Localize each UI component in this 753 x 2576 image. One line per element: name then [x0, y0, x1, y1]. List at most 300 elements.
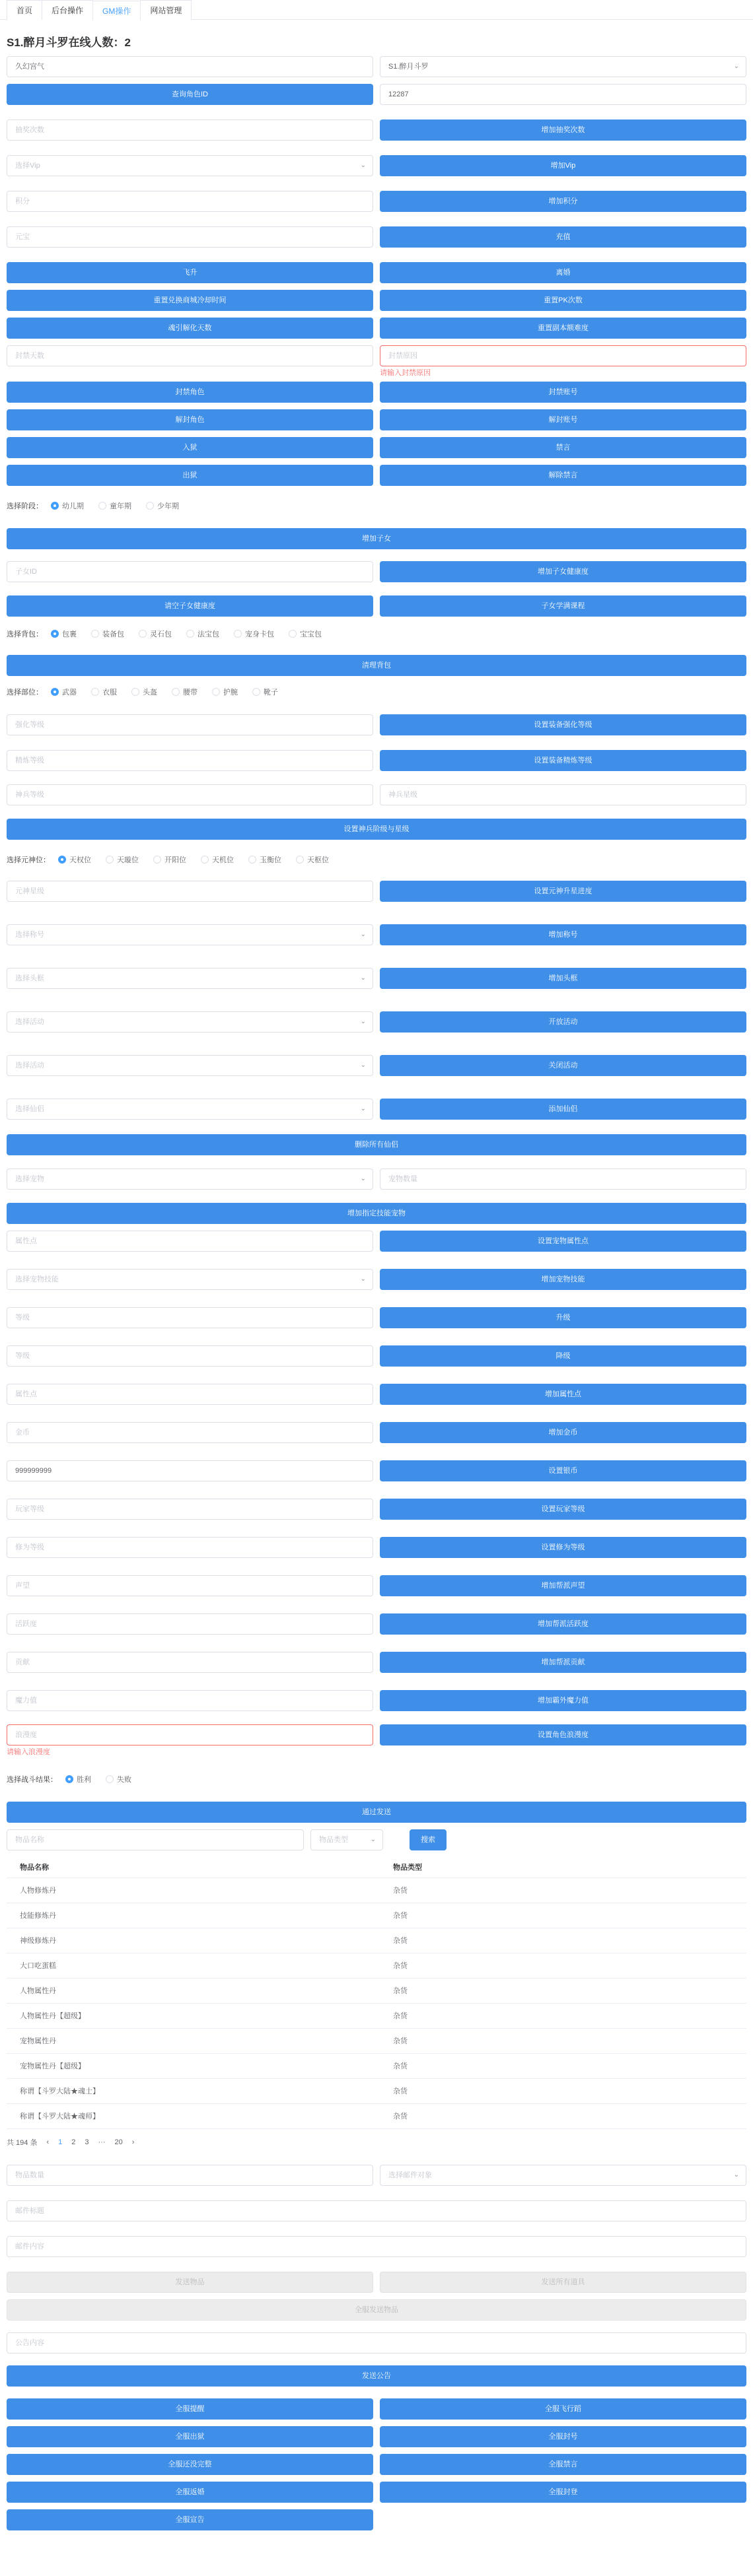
tab-backend[interactable]: 后台操作 [42, 0, 93, 20]
points-input[interactable]: 积分 [7, 191, 373, 212]
radio-option[interactable] [234, 628, 274, 639]
mail-content-input[interactable]: 邮件内容 [7, 2236, 746, 2257]
item-name-cell: 称谓【斗罗大陆★魂士】 [7, 2078, 380, 2103]
radio-label: 宠身卡包 [245, 630, 274, 638]
chevron-down-icon: ⌄ [360, 162, 366, 169]
pet-select[interactable] [7, 1169, 373, 1190]
form-row [7, 465, 746, 486]
radio-label: 衣服 [102, 689, 117, 696]
pet-field[interactable]: 999999999 [7, 1460, 373, 1481]
chevron-down-icon: ⌄ [360, 1062, 366, 1069]
table-row[interactable] [7, 1953, 746, 1978]
romance-error: 请输入浪漫度 [7, 1748, 50, 1756]
server-send-items-button[interactable]: 全服发送物品 [7, 2299, 746, 2321]
soul-field-value: 选择活动 [15, 1018, 44, 1026]
pager-prev[interactable]: ‹ [46, 2138, 50, 2146]
radio-dot-icon [51, 502, 59, 510]
field-col [7, 1099, 373, 1120]
item-type-select[interactable] [310, 1829, 383, 1850]
soul-field[interactable]: 元神星级 [7, 881, 373, 902]
button-col [380, 2454, 746, 2475]
pet-action-button[interactable]: 设置宠物属性点 [380, 1231, 746, 1252]
pet-action-button[interactable]: 设置银币 [380, 1460, 746, 1481]
radio-option[interactable] [98, 500, 131, 511]
add-pet-header[interactable]: 增加指定技能宠物 [7, 1203, 746, 1224]
recharge-button[interactable]: 充值 [380, 226, 746, 248]
item-name-cell: 称谓【斗罗大陆★魂师】 [7, 2103, 380, 2128]
button-col [380, 1652, 746, 1673]
grid1-btn[interactable]: 重置副本额难度 [380, 318, 746, 339]
send-notice-button[interactable]: 发送公告 [7, 2365, 746, 2387]
button-col [380, 750, 746, 771]
server-action-button[interactable]: 全服提醒 [7, 2398, 373, 2420]
pagination [7, 2133, 746, 2152]
pet-action-button[interactable]: 增加霸外魔力值 [380, 1690, 746, 1711]
clear-bag-button[interactable]: 清理背包 [7, 655, 746, 676]
tab-gm[interactable]: GM操作 [92, 1, 141, 20]
table-header: 物品名称 [7, 1857, 380, 1878]
radio-option[interactable] [289, 628, 322, 639]
weapon-level-input[interactable]: 神兵等级 [7, 784, 373, 805]
soul-action-button[interactable]: 增加称号 [380, 924, 746, 945]
button-col [380, 924, 746, 945]
item-type-cell: 杂货 [380, 1928, 746, 1953]
pet-field[interactable]: 金币 [7, 1422, 373, 1443]
form-row [7, 1575, 746, 1596]
radio-dot-icon [106, 1775, 114, 1783]
form-row [7, 1011, 746, 1033]
radio-label: 天枢位 [307, 856, 329, 864]
pet-field[interactable]: 属性点 [7, 1384, 373, 1405]
mail-target-value: 选择邮件对象 [388, 2171, 432, 2179]
radio-option[interactable] [172, 687, 197, 697]
radio-option[interactable] [186, 628, 219, 639]
table-row[interactable] [7, 2053, 746, 2078]
button-col [380, 881, 746, 902]
field-col [7, 1575, 373, 1596]
pet-field[interactable]: 玩家等级 [7, 1499, 373, 1520]
form-row [7, 1345, 746, 1367]
chevron-down-icon: ⌄ [360, 1018, 366, 1025]
field-col [7, 155, 373, 176]
server-action-button[interactable]: 全服禁言 [380, 2454, 746, 2475]
field-col [7, 191, 373, 212]
send-item-button[interactable]: 发送物品 [7, 2272, 373, 2293]
soul-action-button[interactable]: 增加头框 [380, 968, 746, 989]
query-role-button[interactable]: 查询角色ID [7, 84, 373, 105]
form-row [7, 1099, 746, 1120]
table-row[interactable] [7, 1978, 746, 2003]
form-row [7, 750, 746, 771]
radio-dot-icon [91, 688, 99, 696]
button-col [380, 382, 746, 403]
soul-action-button[interactable]: 设置元神升星进度 [380, 881, 746, 902]
item-name-cell: 技能修炼丹 [7, 1903, 380, 1928]
button-col [7, 2426, 373, 2447]
grid1-btn[interactable]: 离婚 [380, 262, 746, 283]
form-row [7, 1460, 746, 1481]
table-row[interactable] [7, 2028, 746, 2053]
form-row [7, 409, 746, 430]
radio-dot-icon [51, 688, 59, 696]
server-select[interactable] [380, 56, 746, 77]
send-all-button[interactable]: 发送所有道具 [380, 2272, 746, 2293]
player-name-input[interactable]: 久幻宫气 [7, 56, 373, 77]
ban-days-input[interactable]: 封禁天数 [7, 345, 373, 366]
child-id-input[interactable]: 子女ID [7, 561, 373, 582]
soul-action-button[interactable]: 添加仙侣 [380, 1099, 746, 1120]
pet-field[interactable]: 等级 [7, 1345, 373, 1367]
form-row [7, 2426, 746, 2447]
button-col [380, 1307, 746, 1328]
button-col [380, 191, 746, 212]
points-button[interactable]: 增加积分 [380, 191, 746, 212]
action-button[interactable]: 解封角色 [7, 409, 373, 430]
send-header[interactable]: 通过发送 [7, 1802, 746, 1823]
radio-dot-icon [289, 630, 297, 638]
mail-qty-input[interactable]: 物品数量 [7, 2165, 373, 2186]
radio-label: 童年期 [110, 502, 131, 510]
mail-title-input[interactable]: 邮件标题 [7, 2200, 746, 2221]
pet-field[interactable]: 魔力值 [7, 1690, 373, 1711]
radio-option[interactable] [296, 854, 329, 865]
form-row [7, 1537, 746, 1558]
field-col [7, 1345, 373, 1367]
radio-label: 天权位 [69, 856, 91, 864]
search-button[interactable]: 搜索 [410, 1829, 447, 1850]
pet-action-button[interactable]: 增加宠物技能 [380, 1269, 746, 1290]
pet-field[interactable]: 声望 [7, 1575, 373, 1596]
bag-label: 选择背包： [7, 630, 43, 638]
action-button[interactable]: 禁言 [380, 437, 746, 458]
button-col [380, 155, 746, 176]
radio-option[interactable] [201, 854, 234, 865]
pet-count-input[interactable]: 宠物数量 [380, 1169, 746, 1190]
button-col [380, 437, 746, 458]
button-col [380, 1575, 746, 1596]
radio-option[interactable] [252, 687, 278, 697]
pager-page[interactable]: 2 [71, 2138, 76, 2146]
radio-option[interactable] [58, 854, 91, 865]
pet-field[interactable]: 贡献 [7, 1652, 373, 1673]
table-row[interactable] [7, 1878, 746, 1903]
radio-label: 法宝包 [197, 630, 219, 638]
radio-label: 灵石包 [150, 630, 172, 638]
button-col [7, 409, 373, 430]
equip-level-input[interactable]: 精炼等级 [7, 750, 373, 771]
form-row [7, 2454, 746, 2475]
action-button[interactable]: 封禁角色 [7, 382, 373, 403]
part-label: 选择部位： [7, 689, 43, 696]
form-row [7, 881, 746, 902]
add-child-header[interactable]: 增加子女 [7, 528, 746, 549]
action-button[interactable]: 出狱 [7, 465, 373, 486]
radio-option[interactable] [65, 1774, 91, 1784]
radio-option[interactable] [212, 687, 238, 697]
pager-total: 共 194 条 [7, 2138, 38, 2147]
pet-field[interactable] [7, 1269, 373, 1290]
pet-field[interactable]: 活跃度 [7, 1613, 373, 1635]
ban-reason-error: 请输入封禁原因 [380, 369, 431, 377]
pet-select-value: 选择宠物 [15, 1175, 44, 1183]
radio-option[interactable] [106, 1774, 131, 1784]
radio-option[interactable] [146, 500, 179, 511]
role-id-input[interactable]: 12287 [380, 84, 746, 105]
field-col [7, 1307, 373, 1328]
form-row [7, 1613, 746, 1635]
radio-dot-icon [212, 688, 220, 696]
action-button[interactable]: 封禁账号 [380, 382, 746, 403]
field-col [7, 1690, 373, 1711]
table-row[interactable] [7, 2003, 746, 2028]
table-row[interactable] [7, 1928, 746, 1953]
romance-input[interactable]: 浪漫度 [7, 1724, 373, 1746]
grid1-btn[interactable]: 飞升 [7, 262, 373, 283]
form-row [7, 1422, 746, 1443]
server-action-button[interactable]: 全服飞行蹈 [380, 2398, 746, 2420]
item-name-cell: 大口吃蛋糕 [7, 1953, 380, 1978]
item-type-cell: 杂货 [380, 1953, 746, 1978]
weapon-star-input[interactable]: 神兵星级 [380, 784, 746, 805]
equip-level-button[interactable]: 设置装备强化等级 [380, 714, 746, 735]
server-action-button[interactable]: 全服出狱 [7, 2426, 373, 2447]
reward-input[interactable]: 抽奖次数 [7, 119, 373, 141]
button-col [380, 1384, 746, 1405]
form-row [7, 191, 746, 212]
vip-input[interactable] [7, 155, 373, 176]
child-course-button[interactable]: 子女学满课程 [380, 595, 746, 617]
radio-dot-icon [296, 856, 304, 864]
field-col [7, 1613, 373, 1635]
button-col [380, 2482, 746, 2503]
server-action-button[interactable]: 全服宣告 [7, 2509, 373, 2530]
notice-input[interactable]: 公告内容 [7, 2332, 746, 2354]
form-row [7, 119, 746, 141]
item-type-cell: 杂货 [380, 1878, 746, 1903]
radio-label: 靴子 [264, 689, 278, 696]
field-col [7, 968, 373, 989]
field-col [7, 1652, 373, 1673]
pet-action-button[interactable]: 增加帮派贡献 [380, 1652, 746, 1673]
pet-action-button[interactable]: 增加帮派声望 [380, 1575, 746, 1596]
radio-dot-icon [139, 630, 147, 638]
pet-field[interactable]: 属性点 [7, 1231, 373, 1252]
pager-page[interactable]: 3 [85, 2138, 89, 2146]
item-name-cell: 人物属性丹 [7, 1978, 380, 2003]
pet-action-button[interactable]: 设置玩家等级 [380, 1499, 746, 1520]
radio-label: 胜利 [77, 1776, 91, 1784]
action-button[interactable]: 解封账号 [380, 409, 746, 430]
radio-option[interactable] [91, 687, 117, 697]
server-action-button[interactable]: 全服还没完整 [7, 2454, 373, 2475]
radio-dot-icon [201, 856, 209, 864]
radio-option[interactable] [139, 628, 172, 639]
chevron-down-icon: ⌄ [733, 63, 739, 70]
radio-label: 天机位 [212, 856, 234, 864]
action-button[interactable]: 入狱 [7, 437, 373, 458]
soul-field-value: 选择头框 [15, 974, 44, 982]
field-col [7, 119, 373, 141]
soul-radio-group [7, 852, 746, 867]
button-col [380, 1345, 746, 1367]
pet-action-button[interactable]: 设置修为等级 [380, 1537, 746, 1558]
form-row [7, 437, 746, 458]
button-col [7, 2398, 373, 2420]
mail-target-select[interactable] [380, 2165, 746, 2186]
pet-field[interactable]: 等级 [7, 1307, 373, 1328]
radio-label: 失败 [117, 1776, 131, 1784]
button-col [380, 1055, 746, 1076]
pet-action-button[interactable]: 增加属性点 [380, 1384, 746, 1405]
soul-field[interactable] [7, 1055, 373, 1076]
empty-col [380, 2509, 746, 2530]
form-row [7, 226, 746, 248]
grid1-btn[interactable]: 重置兑换商城冷却时间 [7, 290, 373, 311]
part-radio-group [7, 684, 746, 700]
vip-button[interactable]: 增加Vip [380, 155, 746, 176]
radio-dot-icon [106, 856, 114, 864]
grid1-btn[interactable]: 魂引解化天数 [7, 318, 373, 339]
soul-action-button[interactable]: 关闭活动 [380, 1055, 746, 1076]
result-label: 选择战斗结果： [7, 1776, 57, 1784]
field-col [7, 1231, 373, 1252]
form-row [7, 1384, 746, 1405]
soul-field-value: 选择活动 [15, 1062, 44, 1069]
button-col [380, 1099, 746, 1120]
romance-button[interactable]: 设置角色浪漫度 [380, 1724, 746, 1746]
chevron-down-icon: ⌄ [370, 1836, 376, 1843]
delete-all-partners-button[interactable]: 删除所有仙侣 [7, 1134, 746, 1155]
radio-option[interactable] [51, 687, 77, 697]
radio-option[interactable] [131, 687, 157, 697]
radio-label: 装备包 [102, 630, 124, 638]
field-col [7, 881, 373, 902]
tab-site[interactable]: 网站管理 [140, 0, 192, 20]
soul-action-button[interactable]: 开放活动 [380, 1011, 746, 1033]
radio-dot-icon [153, 856, 161, 864]
pet-action-button[interactable]: 升级 [380, 1307, 746, 1328]
pager-page[interactable]: 20 [114, 2138, 123, 2146]
radio-option[interactable] [51, 500, 84, 511]
form-row [7, 155, 746, 176]
pet-field-value: 选择宠物技能 [15, 1275, 59, 1283]
soul-label: 选择元神位： [7, 856, 50, 864]
button-col [380, 1422, 746, 1443]
action-button[interactable]: 解除禁言 [380, 465, 746, 486]
soul-field[interactable] [7, 1099, 373, 1120]
form-row [7, 924, 746, 945]
button-col [380, 714, 746, 735]
radio-dot-icon [131, 688, 139, 696]
server-action-button[interactable]: 全服封登 [380, 2482, 746, 2503]
button-col [380, 1537, 746, 1558]
chevron-down-icon: ⌄ [360, 931, 366, 938]
radio-dot-icon [186, 630, 194, 638]
radio-option[interactable] [106, 854, 139, 865]
pet-action-button[interactable]: 降级 [380, 1345, 746, 1367]
button-col [380, 2398, 746, 2420]
button-col [380, 1231, 746, 1252]
button-col [7, 2509, 373, 2530]
form-row [7, 1499, 746, 1520]
radio-option[interactable] [248, 854, 281, 865]
radio-option[interactable] [153, 854, 186, 865]
child-health-button[interactable]: 增加子女健康度 [380, 561, 746, 582]
radio-dot-icon [58, 856, 66, 864]
button-col [7, 2482, 373, 2503]
pager-page[interactable]: 1 [58, 2138, 63, 2146]
server-action-button[interactable]: 全服返婚 [7, 2482, 373, 2503]
field-col [7, 750, 373, 771]
reward-button[interactable]: 增加抽奖次数 [380, 119, 746, 141]
online-title: S1.醉月斗罗在线人数：2 [7, 36, 131, 49]
item-name-cell: 神级修炼丹 [7, 1928, 380, 1953]
button-col [380, 1460, 746, 1481]
pager-next[interactable]: › [131, 2138, 135, 2146]
server-action-button[interactable]: 全服封号 [380, 2426, 746, 2447]
server-value: S1.醉月斗罗 [388, 63, 429, 71]
field-col [7, 1499, 373, 1520]
equip-level-input[interactable]: 强化等级 [7, 714, 373, 735]
recharge-input[interactable]: 元宝 [7, 226, 373, 248]
button-col [380, 465, 746, 486]
button-col [380, 119, 746, 141]
radio-option[interactable] [91, 628, 124, 639]
form-row [7, 1269, 746, 1290]
item-name-cell: 宠物属性丹 [7, 2028, 380, 2053]
ban-reason-input[interactable]: 封禁原因 [380, 345, 746, 366]
button-col [380, 1613, 746, 1635]
soul-field[interactable] [7, 1011, 373, 1033]
clear-child-health-button[interactable]: 请空子女健康度 [7, 595, 373, 617]
pet-action-button[interactable]: 增加帮派活跃度 [380, 1613, 746, 1635]
soul-field-value: 选择称号 [15, 931, 44, 939]
tab-home[interactable]: 首页 [7, 0, 42, 20]
radio-dot-icon [91, 630, 99, 638]
pet-action-button[interactable]: 增加金币 [380, 1422, 746, 1443]
field-col [7, 1537, 373, 1558]
item-name-input[interactable]: 物品名称 [7, 1829, 304, 1850]
soul-field-value: 选择仙侣 [15, 1105, 44, 1113]
radio-option[interactable] [51, 628, 77, 639]
soul-field[interactable] [7, 924, 373, 945]
radio-dot-icon [248, 856, 256, 864]
soul-field[interactable] [7, 968, 373, 989]
chevron-down-icon: ⌄ [733, 2171, 739, 2179]
pager-ellipsis[interactable]: ··· [98, 2138, 106, 2146]
form-row [7, 1231, 746, 1252]
chevron-down-icon: ⌄ [360, 1275, 366, 1283]
vip-input-value: 选择Vip [15, 162, 40, 170]
set-weapon-button[interactable]: 设置神兵阶级与星级 [7, 819, 746, 840]
item-type-cell: 杂货 [380, 2003, 746, 2028]
table-row[interactable] [7, 1903, 746, 1928]
field-col [7, 1269, 373, 1290]
radio-dot-icon [252, 688, 260, 696]
table-row[interactable] [7, 2103, 746, 2128]
equip-level-button[interactable]: 设置装备精炼等级 [380, 750, 746, 771]
form-row [7, 2482, 746, 2503]
button-col [380, 1499, 746, 1520]
button-col [380, 1690, 746, 1711]
button-col [380, 968, 746, 989]
pet-field[interactable]: 修为等级 [7, 1537, 373, 1558]
grid1-btn[interactable]: 重置PK次数 [380, 290, 746, 311]
table-row[interactable] [7, 2078, 746, 2103]
button-col [7, 437, 373, 458]
stage-radio-group [7, 498, 746, 514]
button-col [380, 2426, 746, 2447]
